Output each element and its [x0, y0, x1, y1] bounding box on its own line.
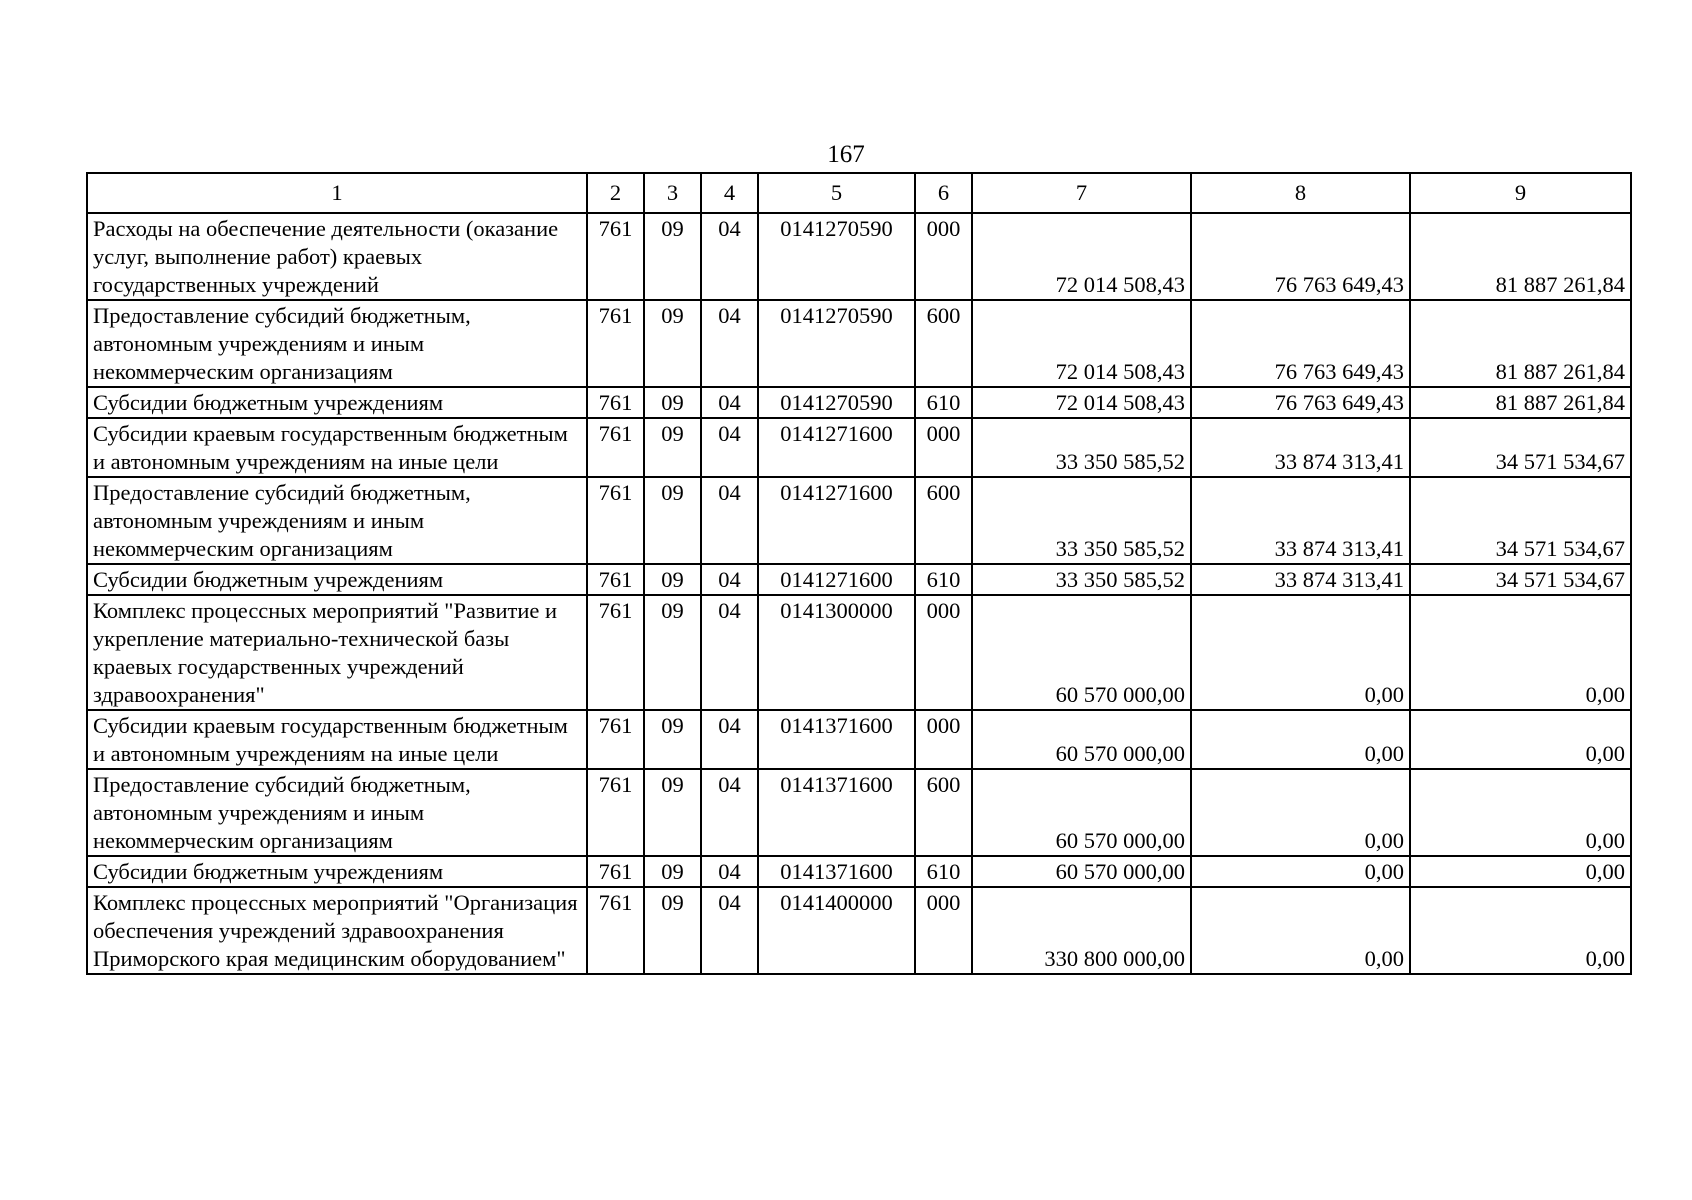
ministry-code-cell: 761: [587, 887, 644, 974]
amount-col9-cell: 34 571 534,67: [1410, 564, 1631, 595]
expense-name-cell: Комплекс процессных мероприятий "Организация обеспечения учреждений здравоохранения Приморского края медицинским оборудованием": [87, 887, 587, 974]
section-code-cell: 09: [644, 564, 701, 595]
expense-type-cell: 000: [915, 595, 972, 710]
expense-type-cell: 000: [915, 710, 972, 769]
amount-col8-cell: 33 874 313,41: [1191, 564, 1410, 595]
subsection-code-cell: 04: [701, 300, 758, 387]
amount-col8-cell: 0,00: [1191, 887, 1410, 974]
ministry-code-cell: 761: [587, 213, 644, 300]
expense-type-cell: 600: [915, 477, 972, 564]
header-cell: 9: [1410, 173, 1631, 213]
header-cell: 2: [587, 173, 644, 213]
amount-col8-cell: 33 874 313,41: [1191, 477, 1410, 564]
header-cell: 8: [1191, 173, 1410, 213]
amount-col8-cell: 0,00: [1191, 769, 1410, 856]
expense-type-cell: 000: [915, 887, 972, 974]
section-code-cell: 09: [644, 856, 701, 887]
expense-name-cell: Субсидии краевым государственным бюджетным и автономным учреждениям на иные цели: [87, 418, 587, 477]
subsection-code-cell: 04: [701, 769, 758, 856]
table-row: [87, 769, 1631, 856]
expense-type-cell: 600: [915, 769, 972, 856]
ministry-code-cell: 761: [587, 710, 644, 769]
expense-name-cell: Субсидии бюджетным учреждениям: [87, 387, 587, 418]
amount-col7-cell: 60 570 000,00: [972, 856, 1191, 887]
target-article-cell: 0141300000: [758, 595, 915, 710]
table-row: [87, 564, 1631, 595]
amount-col7-cell: 60 570 000,00: [972, 710, 1191, 769]
amount-col8-cell: 76 763 649,43: [1191, 213, 1410, 300]
table-row: [87, 387, 1631, 418]
ministry-code-cell: 761: [587, 387, 644, 418]
amount-col9-cell: 34 571 534,67: [1410, 418, 1631, 477]
amount-col7-cell: 72 014 508,43: [972, 213, 1191, 300]
amount-col8-cell: 0,00: [1191, 856, 1410, 887]
section-code-cell: 09: [644, 769, 701, 856]
amount-col9-cell: 81 887 261,84: [1410, 300, 1631, 387]
amount-col8-cell: 0,00: [1191, 710, 1410, 769]
amount-col8-cell: 76 763 649,43: [1191, 387, 1410, 418]
target-article-cell: 0141271600: [758, 477, 915, 564]
expense-name-cell: Комплекс процессных мероприятий "Развитие и укрепление материально-технической базы краевых государственных учреждений здравоохранения": [87, 595, 587, 710]
ministry-code-cell: 761: [587, 769, 644, 856]
expense-name-cell: Субсидии бюджетным учреждениям: [87, 564, 587, 595]
subsection-code-cell: 04: [701, 595, 758, 710]
subsection-code-cell: 04: [701, 418, 758, 477]
amount-col7-cell: 33 350 585,52: [972, 418, 1191, 477]
amount-col9-cell: 81 887 261,84: [1410, 387, 1631, 418]
header-cell: 7: [972, 173, 1191, 213]
target-article-cell: 0141271600: [758, 418, 915, 477]
section-code-cell: 09: [644, 418, 701, 477]
expense-name-cell: Предоставление субсидий бюджетным, автономным учреждениям и иным некоммерческим организациям: [87, 769, 587, 856]
section-code-cell: 09: [644, 595, 701, 710]
expense-name-cell: Предоставление субсидий бюджетным, автономным учреждениям и иным некоммерческим организациям: [87, 477, 587, 564]
amount-col7-cell: 33 350 585,52: [972, 564, 1191, 595]
header-cell: 4: [701, 173, 758, 213]
header-cell: 5: [758, 173, 915, 213]
amount-col9-cell: 81 887 261,84: [1410, 213, 1631, 300]
table-row: [87, 418, 1631, 477]
ministry-code-cell: 761: [587, 418, 644, 477]
header-cell: 6: [915, 173, 972, 213]
ministry-code-cell: 761: [587, 856, 644, 887]
expense-name-cell: Субсидии краевым государственным бюджетным и автономным учреждениям на иные цели: [87, 710, 587, 769]
amount-col9-cell: 0,00: [1410, 769, 1631, 856]
amount-col9-cell: 0,00: [1410, 856, 1631, 887]
amount-col7-cell: 60 570 000,00: [972, 769, 1191, 856]
target-article-cell: 0141371600: [758, 710, 915, 769]
target-article-cell: 0141371600: [758, 769, 915, 856]
target-article-cell: 0141270590: [758, 300, 915, 387]
expense-type-cell: 000: [915, 418, 972, 477]
section-code-cell: 09: [644, 887, 701, 974]
subsection-code-cell: 04: [701, 856, 758, 887]
amount-col7-cell: 72 014 508,43: [972, 300, 1191, 387]
amount-col8-cell: 0,00: [1191, 595, 1410, 710]
expense-name-cell: Предоставление субсидий бюджетным, автономным учреждениям и иным некоммерческим организациям: [87, 300, 587, 387]
subsection-code-cell: 04: [701, 564, 758, 595]
expense-name-cell: Расходы на обеспечение деятельности (оказание услуг, выполнение работ) краевых государственных учреждений: [87, 213, 587, 300]
amount-col7-cell: 330 800 000,00: [972, 887, 1191, 974]
amount-col8-cell: 33 874 313,41: [1191, 418, 1410, 477]
amount-col7-cell: 33 350 585,52: [972, 477, 1191, 564]
target-article-cell: 0141271600: [758, 564, 915, 595]
target-article-cell: 0141270590: [758, 387, 915, 418]
target-article-cell: 0141371600: [758, 856, 915, 887]
expense-type-cell: 610: [915, 564, 972, 595]
section-code-cell: 09: [644, 477, 701, 564]
target-article-cell: 0141270590: [758, 213, 915, 300]
subsection-code-cell: 04: [701, 887, 758, 974]
table-row: [87, 477, 1631, 564]
amount-col8-cell: 76 763 649,43: [1191, 300, 1410, 387]
header-cell: 1: [87, 173, 587, 213]
expense-type-cell: 000: [915, 213, 972, 300]
amount-col7-cell: 60 570 000,00: [972, 595, 1191, 710]
budget-table: [86, 172, 1632, 975]
ministry-code-cell: 761: [587, 595, 644, 710]
table-row: [87, 710, 1631, 769]
section-code-cell: 09: [644, 387, 701, 418]
amount-col9-cell: 34 571 534,67: [1410, 477, 1631, 564]
page-number: 167: [827, 141, 865, 168]
ministry-code-cell: 761: [587, 477, 644, 564]
section-code-cell: 09: [644, 300, 701, 387]
section-code-cell: 09: [644, 710, 701, 769]
header-cell: 3: [644, 173, 701, 213]
expense-name-cell: Субсидии бюджетным учреждениям: [87, 856, 587, 887]
amount-col7-cell: 72 014 508,43: [972, 387, 1191, 418]
ministry-code-cell: 761: [587, 564, 644, 595]
expense-type-cell: 610: [915, 856, 972, 887]
section-code-cell: 09: [644, 213, 701, 300]
amount-col9-cell: 0,00: [1410, 595, 1631, 710]
subsection-code-cell: 04: [701, 710, 758, 769]
table-row: [87, 213, 1631, 300]
subsection-code-cell: 04: [701, 213, 758, 300]
table-row: [87, 300, 1631, 387]
table-row: [87, 856, 1631, 887]
target-article-cell: 0141400000: [758, 887, 915, 974]
header-row: [87, 173, 1631, 213]
subsection-code-cell: 04: [701, 387, 758, 418]
amount-col9-cell: 0,00: [1410, 710, 1631, 769]
subsection-code-cell: 04: [701, 477, 758, 564]
ministry-code-cell: 761: [587, 300, 644, 387]
table-row: [87, 887, 1631, 974]
expense-type-cell: 600: [915, 300, 972, 387]
expense-type-cell: 610: [915, 387, 972, 418]
amount-col9-cell: 0,00: [1410, 887, 1631, 974]
table-row: [87, 595, 1631, 710]
